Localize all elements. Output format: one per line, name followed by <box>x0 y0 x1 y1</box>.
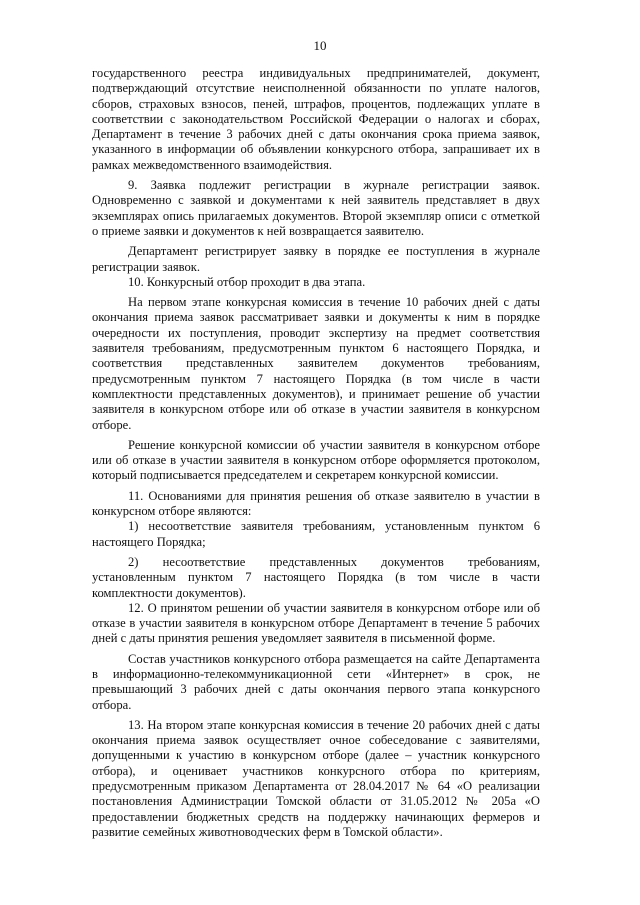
paragraph-13-second-stage: 13. На втором этапе конкурсная комиссия в течение 20 рабочих дней с даты окончания приема заявок осуществляет очное собеседование с заявителями, допущенными к участию в конкурсном отборе (далее – участник конкурсного отбора), и оценивает участников конкурсного отбора по критериям, предусмотренным приказом Департамента от 28.04.2017 № 64 «О реализации постановления Администрации Томской области от 31.05.2012 № 205а «О предоставлении бюджетных средств на поддержку начинающих фермеров и развитие семейных животноводческих ферм в Томской области». <box>92 717 540 839</box>
list-item-ground-1: 1) несоответствие заявителя требованиям, установленным пунктом 6 настоящего Порядка; <box>92 519 540 549</box>
paragraph-department-registers: Департамент регистрирует заявку в порядке ее поступления в журнале регистрации заявок. <box>92 244 540 274</box>
paragraph-10-two-stages: 10. Конкурсный отбор проходит в два этапа. <box>128 274 366 289</box>
paragraph-participants-published: Состав участников конкурсного отбора размещается на сайте Департамента в информационно-телекоммуникационной сети «Интернет» в срок, не превышающий 3 рабочих дней с даты окончания первого этапа конкурсного отбора. <box>92 651 540 712</box>
paragraph-registry-continuation: государственного реестра индивидуальных предпринимателей, документ, подтверждающий отсутствие неисполненной обязанности по уплате налогов, сборов, страховых взносов, пеней, штрафов, процентов, подлежащих уплате в соответствии с законодательством Российской Федерации о налогах и сборах, Департамент в течение 3 рабочих дней с даты окончания срока приема заявок, указанного в информации об объявлении конкурсного отбора, запрашивает их в рамках межведомственного взаимодействия. <box>92 66 540 172</box>
paragraph-9-registration: 9. Заявка подлежит регистрации в журнале регистрации заявок. Одновременно с заявкой и документами к ней заявитель представляет в двух экземплярах опись прилагаемых документов. Второй экземпляр описи с отметкой о приеме заявки и документов к ней возвращается заявителю. <box>92 178 540 238</box>
document-body <box>92 66 540 840</box>
paragraph-12-notification: 12. О принятом решении об участии заявителя в конкурсном отборе или об отказе в участии заявителя в конкурсном отборе Департамент в течение 5 рабочих дней с даты принятия решения уведомляет заявителя в письменной форме. <box>92 600 540 646</box>
paragraph-first-stage: На первом этапе конкурсная комиссия в течение 10 рабочих дней с даты окончания приема заявок рассматривает заявки и документы к ним в порядке очередности их поступления, проводит экспертизу на предмет соответствия заявителя требованиям, предусмотренным пунктом 6 настоящего Порядка, и соответствия представленных заявителем документов требованиям, предусмотренным пунктом 7 настоящего Порядка (в том числе в части комплектности представленных документов), и принимает решение об участии заявителя в конкурсном отборе или об отказе в участии заявителя в конкурсном отборе. <box>92 295 540 432</box>
list-item-ground-2: 2) несоответствие представленных документов требованиям, установленным пунктом 7 настоящего Порядка (в том числе в части комплектности документов). <box>92 554 540 600</box>
paragraph-11-refusal-grounds: 11. Основаниями для принятия решения об отказе заявителю в участии в конкурсном отборе являются: <box>92 488 540 519</box>
page-number: 10 <box>313 38 327 53</box>
paragraph-commission-decision: Решение конкурсной комиссии об участии заявителя в конкурсном отборе или об отказе в участии заявителя в конкурсном отборе оформляется протоколом, который подписывается председателем и секретарем конкурсной комиссии. <box>92 437 540 483</box>
